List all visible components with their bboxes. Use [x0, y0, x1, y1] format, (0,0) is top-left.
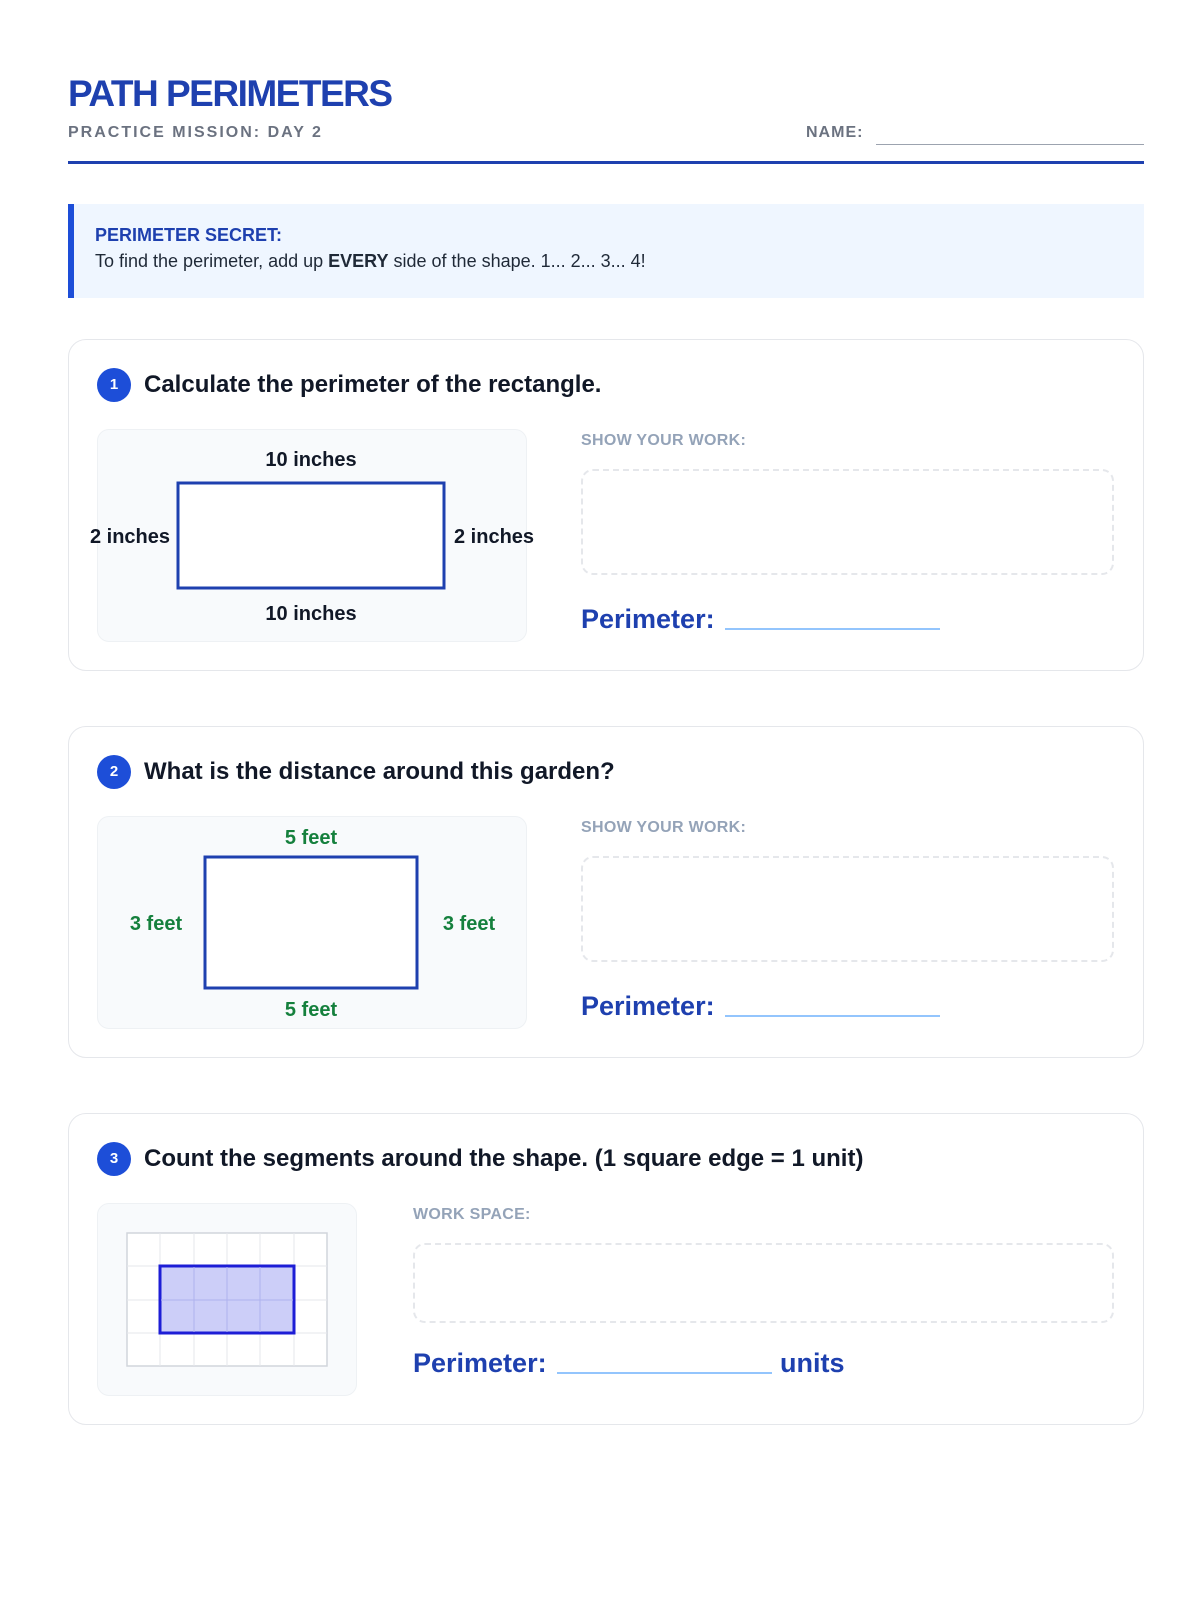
- perimeter-tip-box: [68, 204, 1144, 298]
- work-area[interactable]: [581, 856, 1114, 962]
- perimeter-label: Perimeter:: [413, 1348, 547, 1378]
- question-card-1: [68, 339, 1144, 671]
- work-label: WORK SPACE:: [413, 1206, 531, 1223]
- tip-body-start: To find the perimeter, add up: [95, 251, 329, 271]
- left-side-label: 3 feet: [129, 913, 183, 935]
- left-side-label: 2 inches: [89, 526, 170, 548]
- perimeter-answer-line[interactable]: [725, 1015, 940, 1017]
- tip-body-emphasis: EVERY: [328, 251, 389, 271]
- page-subtitle: PRACTICE MISSION: DAY 2: [68, 124, 323, 141]
- grid-diagram-svg: [98, 1204, 358, 1397]
- top-side-label: 10 inches: [265, 449, 357, 471]
- question-number-badge: 1: [97, 368, 131, 402]
- right-side-label: 2 inches: [454, 526, 535, 548]
- perimeter-answer-line[interactable]: [725, 628, 940, 630]
- units-label: units: [780, 1348, 845, 1378]
- perimeter-answer-line[interactable]: [557, 1372, 772, 1374]
- tip-body-end: side of the shape. 1... 2... 3... 4!: [388, 251, 646, 271]
- name-input-line[interactable]: [876, 144, 1144, 145]
- work-area[interactable]: [581, 469, 1114, 575]
- question-text: What is the distance around this garden?: [144, 758, 615, 785]
- question-number-badge: 2: [97, 755, 131, 789]
- garden-rectangle-shape: [205, 857, 417, 988]
- question-card-2: [68, 726, 1144, 1058]
- rectangle-shape: [178, 483, 444, 588]
- rectangle-diagram: [89, 429, 535, 642]
- grid-diagram: [97, 1203, 357, 1396]
- garden-diagram-svg: [98, 817, 528, 1030]
- name-label: NAME:: [806, 124, 864, 141]
- bottom-side-label: 5 feet: [284, 999, 338, 1021]
- question-text: Count the segments around the shape. (1 square edge = 1 unit): [144, 1145, 864, 1172]
- question-text: Calculate the perimeter of the rectangle.: [144, 371, 602, 398]
- work-label: SHOW YOUR WORK:: [581, 432, 747, 449]
- work-area[interactable]: [413, 1243, 1114, 1323]
- question-card-3: [68, 1113, 1144, 1425]
- question-number-badge: 3: [97, 1142, 131, 1176]
- perimeter-label: Perimeter:: [581, 604, 715, 634]
- garden-diagram: [97, 816, 527, 1029]
- work-label: SHOW YOUR WORK:: [581, 819, 747, 836]
- tip-body: [95, 246, 1144, 276]
- right-side-label: 3 feet: [442, 913, 496, 935]
- worksheet-header: [68, 70, 1144, 164]
- top-side-label: 5 feet: [284, 827, 338, 849]
- page-title: PATH PERIMETERS: [68, 73, 392, 114]
- bottom-side-label: 10 inches: [265, 603, 357, 625]
- rectangle-diagram-svg: [89, 430, 535, 643]
- tip-title: PERIMETER SECRET:: [95, 225, 283, 245]
- perimeter-label: Perimeter:: [581, 991, 715, 1021]
